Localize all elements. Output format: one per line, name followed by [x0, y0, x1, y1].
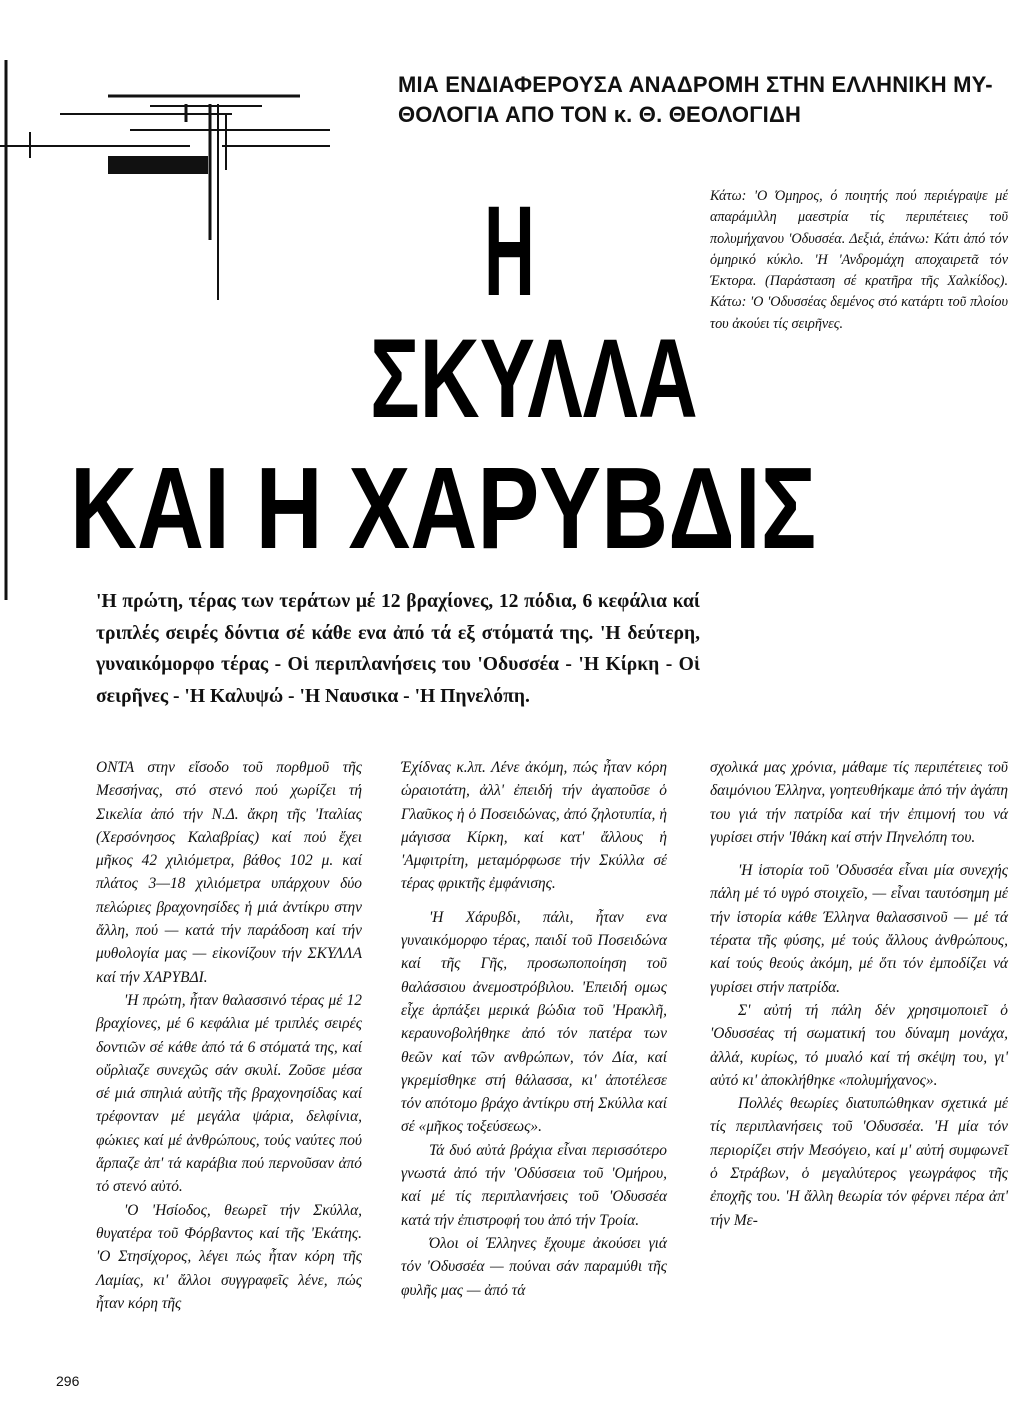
body-column-1 — [96, 756, 362, 1315]
article-lead: 'Η πρώτη, τέρας των τεράτων μέ 12 βραχίονες, 12 πόδια, 6 κεφάλια καί τριπλές σειρές δόντια σέ κάθε ενα ἀπό τά εξ στόματά της. 'Η δεύτερη, γυναικόμορφο τέρας - Οἱ περιπλανήσεις του 'Οδυσσέα - 'Η Κίρκη - Οἱ σειρῆνες - 'Η Καλυψώ - 'Η Ναυσικα - 'Η Πηνελόπη. — [96, 591, 700, 707]
paragraph: 'Η ἱστορία τοῦ 'Οδυσσέα εἶναι μία συνεχής πάλη μέ τό υγρό στοιχεῖο, — εἶναι ταυτόσημη μέ τήν ἱστορία κάθε Έλληνα θαλασσινοῦ — μέ τά τέρατα τῆς φύσης, μέ τούς ἄλλους ἀνθρώπους, καί τούς θεούς ἀκόμη, μέ ὅτι τόν ἐμποδίζει νά γυρίσει στήν πατρίδα. — [710, 862, 1008, 996]
paragraph: Τά δυό αὐτά βράχια εἶναι περισσότερο γνωστά ἀπό τήν 'Οδύσσεια τοῦ 'Ομήρου, καί μέ τίς περιπλανήσεις τοῦ 'Οδυσσέα κατά τήν ἐπιστροφή του ἀπό τήν Τροία. — [401, 1141, 667, 1229]
title-line-1: Η — [484, 180, 535, 323]
paragraph: Σ' αὐτή τή πάλη δέν χρησιμοποιεῖ ὁ 'Οδυσσέας τή σωματική του δύναμη μονάχα, ἀλλά, κυρίως, τό μυαλό καί τή σκέψη του, γι' αὐτό κι' ἀποκλήθηκε «πολυμήχανος». — [710, 1001, 1008, 1089]
paragraph: Έχίδνας κ.λπ. Λένε ἀκόμη, πώς ἦταν κόρη ὡραιοτάτη, ἀλλ' ἐπειδή τήν ἀγαποῦσε ὁ Γλαῦκος ἡ ὁ Ποσειδώνας, ἀπό ζηλοτυπία, ἡ μάγισσα Κίρκη, καί κατ' ἄλλους ἡ 'Αμφιτρίτη, μεταμόρφωσε τήν Σκύλλα σέ τέρας φρικτῆς ἐμφάνισης. — [401, 759, 667, 893]
article-kicker: ΜΙΑ ΕΝΔΙΑΦΕΡΟΥΣΑ ΑΝΑΔΡΟΜΗ ΣΤΗΝ ΕΛΛΗΝΙΚΗ ΜΥ-ΘΟΛΟΓΙΑ ΑΠΟ ΤΟΝ κ. Θ. ΘΕΟΛΟΓΙΔΗ — [398, 72, 993, 127]
page-number: 296 — [56, 1373, 80, 1389]
paragraph: 'Η πρώτη, ἦταν θαλασσινό τέρας μέ 12 βραχίονες, μέ 6 κεφάλια μέ τριπλές σειρές δοντιῶν σέ κάθε ἀπό τά 6 στόματά της, καί οὔρλιαζε συνεχῶς σάν σκυλί. Ζοῦσε μέσα σέ μιά σπηλιά αὐτῆς τῆς βραχονησίδας καί τρέφονταν μέ μεγάλα ψάρια, δελφίνια, φώκιες καί μέ ἀνθρώπους, τούς ναύτες πού ἅρπαζε ἀπ' τά καράβια πού περνοῦσαν ἀπό τό στενό αὐτό. — [96, 991, 362, 1196]
paragraph: Πολλές θεωρίες διατυπώθηκαν σχετικά μέ τίς περιπλανήσεις τοῦ 'Οδυσσέα. 'Η μία τόν περιορίζει στήν Μεσόγειο, καί μ' αὐτή συμφωνεῖ ὁ Στράβων, ὁ μεγαλύτερος γεωγράφος τῆς ἐποχῆς του. 'Η ἄλλη θεωρία τόν φέρνει πέρα ἀπ' τήν Με- — [710, 1095, 1008, 1229]
paragraph: σχολικά μας χρόνια, μάθαμε τίς περιπέτειες τοῦ δαιμόνιου Έλληνα, γοητευθήκαμε ἀπό τήν ἀγάπη του γιά τήν πατρίδα καί τήν ἐπιμονή του νά γυρίσει στήν 'Ιθάκη καί στήν Πηνελόπη του. — [710, 759, 1008, 846]
body-column-3 — [710, 756, 1008, 1232]
title-line-2: ΣΚΥΛΛΑ — [370, 316, 698, 441]
paragraph: ΟΝΤΑ στην εἴσοδο τοῦ πορθμοῦ τῆς Μεσσήνας, στό στενό πού χωρίζει τή Σικελία ἀπό τήν Ν.Δ. ἄκρη τῆς 'Ιταλίας (Χερσόνησος Καλαβρίας) καί πού ἔχει μῆκος 42 χιλιόμετρα, βάθος 102 μ. καί πλάτος 3—18 χιλιόμετρα υπάρχουν δύο πελώριες βραχονησίδες ἡ μιά ἀντίκρυ στην ἄλλη, πού — κατά τήν παράδοση καί τήν μυθολογία μας — εἰκονίζουν τήν ΣΚΥΛΛΑ καί τήν ΧΑΡΥΒΔΙ. — [96, 759, 362, 986]
image-caption: Κάτω: 'Ο Όμηρος, ό ποιητής πού περιέγραψε μέ απαράμιλλη μαεστρία τίς περιπέτειες τοῦ πολυμήχανου 'Οδυσσέα. Δεξιά, ἐπάνω: Κάτι ἀπό τόν ὁμηρικό κύκλο. 'Η 'Ανδρομάχη αποχαιρετᾶ τόν Έκτορα. (Παράσταση σέ κρατῆρα τῆς Χαλκίδος). Κάτω: 'Ο 'Οδυσσέας δεμένος στό κατάρτι τοῦ πλοίου του ἀκούει τίς σειρῆνες. — [710, 188, 1008, 332]
title-line-3: ΚΑΙ Η ΧΑΡΥΒΔΙΣ — [70, 443, 817, 573]
body-column-2 — [401, 756, 667, 1302]
paragraph: Όλοι οἱ Έλληνες ἔχουμε ἀκούσει γιά τόν 'Οδυσσέα — πούναι σάν παραμύθι τῆς φυλῆς μας — ἀπό τά — [401, 1234, 667, 1299]
paragraph: 'Ο 'Ησίοδος, θεωρεῖ τήν Σκύλλα, θυγατέρα τοῦ Φόρβαντος καί τῆς 'Εκάτης. 'Ο Στησίχορος, λέγει πώς ἦταν κόρη τῆς Λαμίας, κι' ἄλλοι συγγραφεῖς λένε, πώς ἦταν κόρη τῆς — [96, 1201, 362, 1312]
paragraph: 'Η Χάρυβδι, πάλι, ἦταν ενα γυναικόμορφο τέρας, παιδί τοῦ Ποσειδώνα καί τῆς Γῆς, προσωποποίηση τοῦ θαλάσσιου ἀνεμοστρόβιλου. 'Επειδή ομως εἶχε ἁρπάξει μερικά βώδια τοῦ 'Ηρακλῆ, κεραυνοβολήθηκε ἀπό τόν πατέρα των θεῶν καί τῶν ανθρώπων, τόν Δία, καί γκρεμίσθηκε στή θάλασσα, κι' ἀποτέλεσε τόν απότομο βράχο ἀντίκρυ στή Σκύλλα καί σέ «μῆκος τοξεύσεως». — [401, 908, 667, 1136]
